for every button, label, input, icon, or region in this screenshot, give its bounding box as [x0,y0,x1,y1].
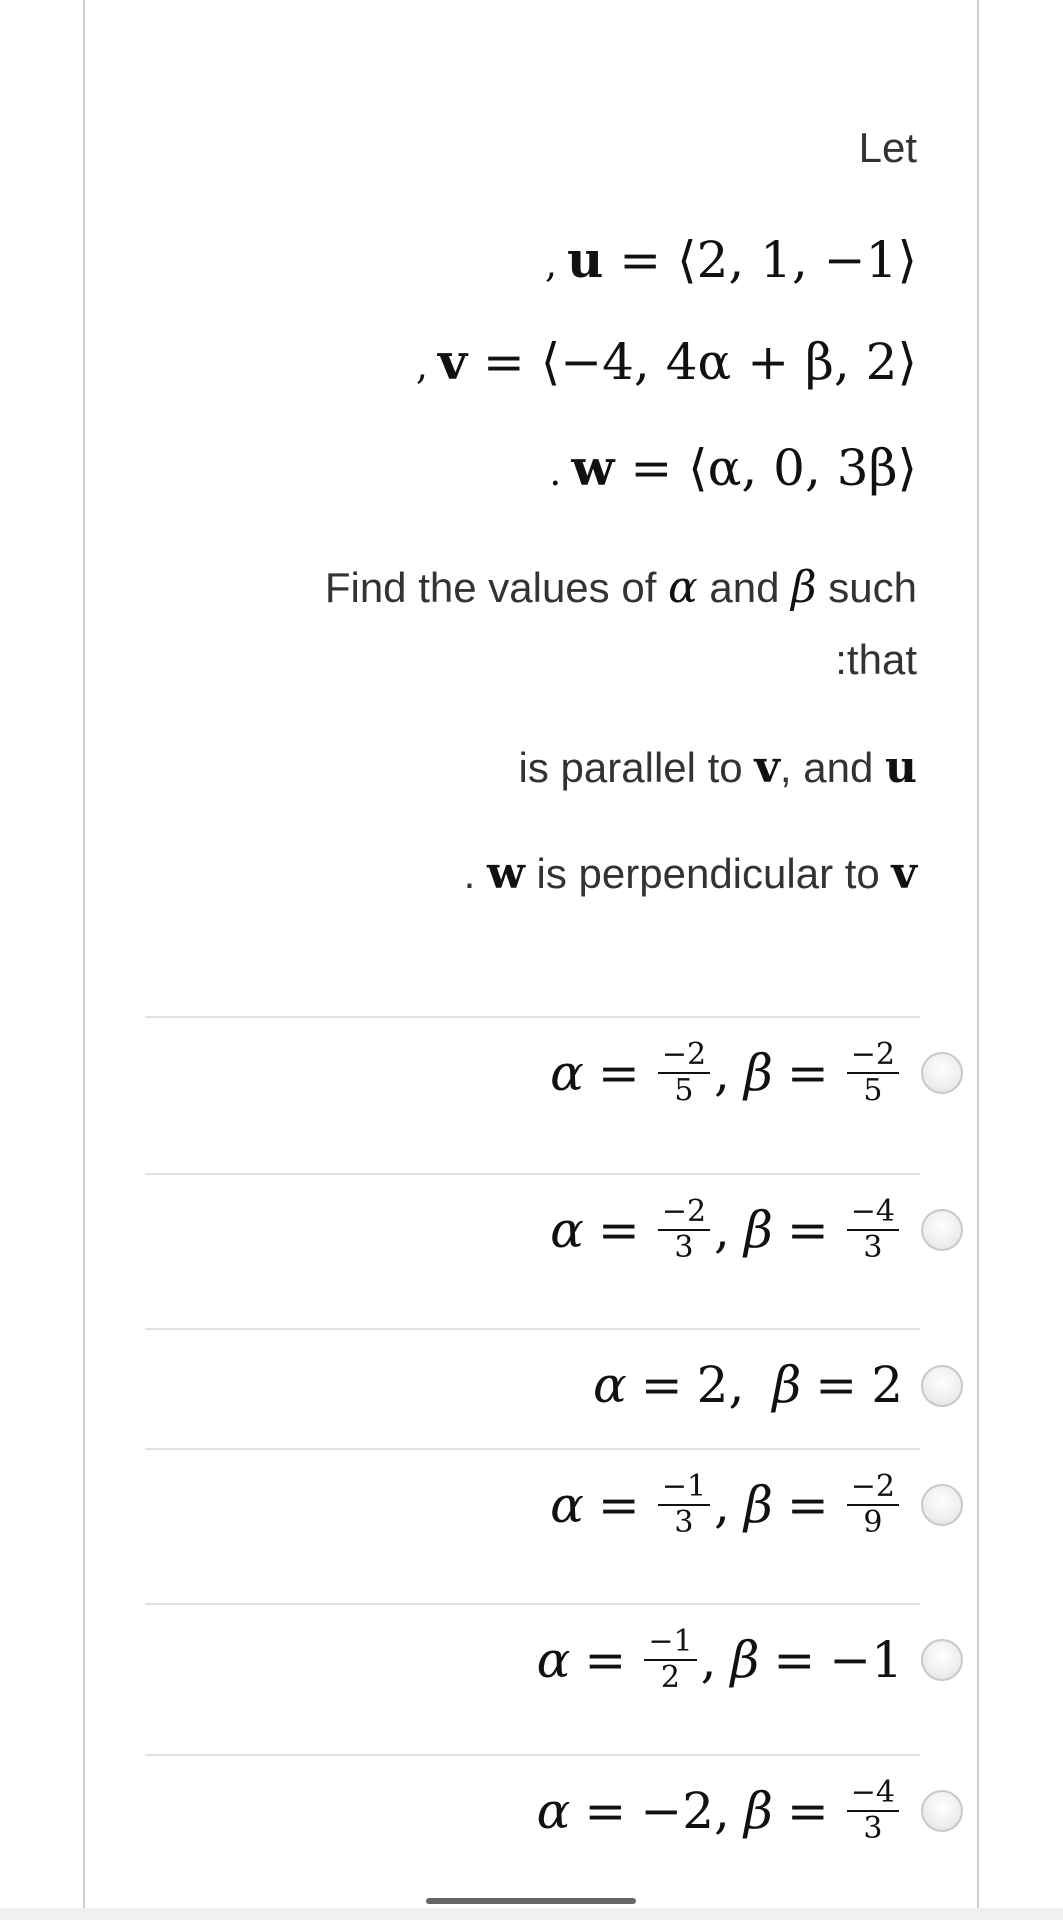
vector-u-symbol: u [567,230,604,289]
option-2-expression: α = $\frac{-2}{3}$ , β = $\frac{-4}{3}$ [550,1195,903,1265]
vector-v-symbol: v [437,332,468,391]
answer-option-3[interactable] [593,1335,903,1435]
card-left-border [83,0,85,1908]
condition-parallel: is parallel to v, and u [518,742,917,793]
vector-u-value: ⟨2, 1, −1⟩ [677,231,917,289]
vector-v-ref: v [891,848,917,899]
option-6-radio-button[interactable] [921,1790,963,1832]
vector-v-value: ⟨−4, 4α + β, 2⟩ [540,333,917,391]
fraction: $\frac{-2}{5}$ [658,1038,710,1108]
vector-w-value: ⟨α, 0, 3β⟩ [688,439,917,497]
fraction: $\frac{-2}{3}$ [658,1195,710,1265]
answer-option-4[interactable] [550,1455,903,1555]
alpha-symbol: α [668,562,698,613]
answer-option-6[interactable] [537,1761,903,1861]
option-divider [145,1603,920,1605]
fraction: $\frac{-1}{3}$ [658,1470,710,1540]
option-4-expression: α = $\frac{-1}{3}$ , β = $\frac{-2}{9}$ [550,1470,903,1540]
answer-option-1[interactable] [550,1023,903,1123]
home-indicator[interactable] [426,1898,636,1904]
fraction: $\frac{-1}{2}$ [644,1625,696,1695]
option-6-expression: α = −2 , β = $\frac{-4}{3}$ [537,1776,903,1846]
vector-u-ref: u [885,742,917,793]
vector-v-ref: v [754,742,780,793]
that-line: :that [835,636,917,683]
fraction: $\frac{-2}{9}$ [847,1470,899,1540]
find-values-line: Find the values of α and β such [324,562,917,613]
fraction: $\frac{-2}{5}$ [847,1038,899,1108]
vector-w-symbol: w [571,438,615,497]
option-5-radio-button[interactable] [921,1639,963,1681]
condition-perpendicular: . w is perpendicular to v [463,848,917,899]
fraction: $\frac{-4}{3}$ [847,1776,899,1846]
option-1-radio-button[interactable] [921,1052,963,1094]
vector-u-definition: , u = ⟨2, 1, −1⟩ [544,230,917,289]
option-1-expression: α = $\frac{-2}{5}$ , β = $\frac{-2}{5}$ [550,1038,903,1108]
vector-v-definition: , v = ⟨−4, 4α + β, 2⟩ [415,332,917,391]
option-divider [145,1328,920,1330]
card-right-border [977,0,979,1908]
option-2-radio-button[interactable] [921,1209,963,1251]
option-divider [145,1448,920,1450]
option-divider [145,1016,920,1018]
vector-w-definition: . w = ⟨α, 0, 3β⟩ [549,438,917,497]
option-divider [145,1173,920,1175]
fraction: $\frac{-4}{3}$ [847,1195,899,1265]
vector-w-ref: w [486,848,525,899]
system-navigation-bar [0,1908,1063,1920]
option-4-radio-button[interactable] [921,1484,963,1526]
answer-option-5[interactable] [537,1610,903,1710]
question-intro: Let [858,124,917,171]
beta-symbol: β [791,562,817,613]
option-3-radio-button[interactable] [921,1365,963,1407]
option-divider [145,1754,920,1756]
answer-option-2[interactable] [550,1180,903,1280]
option-3-expression: α = 2 , β = 2 [592,1356,903,1414]
option-5-expression: α = $\frac{-1}{2}$ , β = −1 [536,1624,903,1695]
